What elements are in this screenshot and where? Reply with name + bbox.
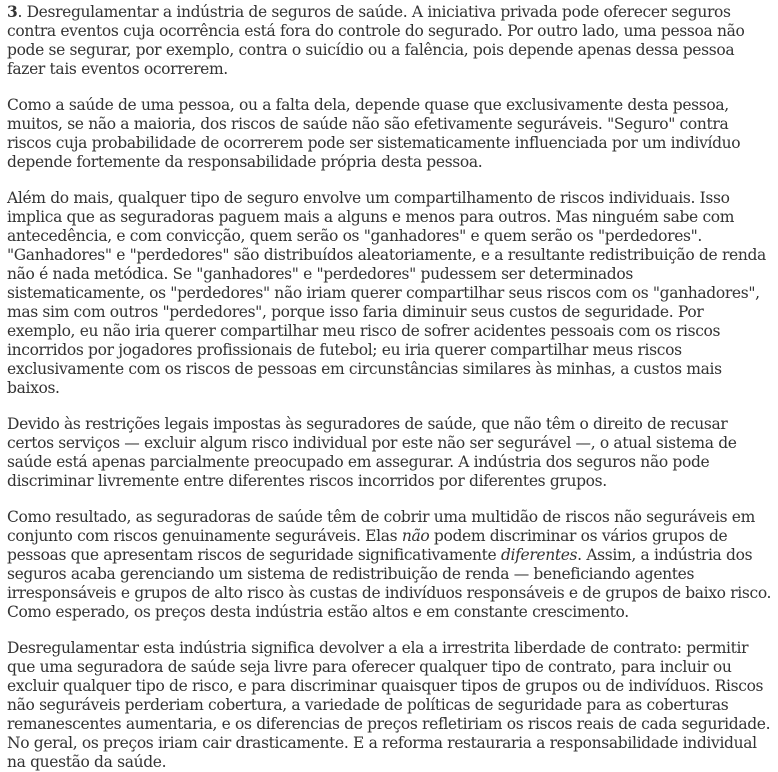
paragraph-5-text-a: Como resultado, as seguradoras de saúde têm de cobrir uma multidão de riscos não seguráveis em conjunto com riscos genuinamente seguráveis. Elas [7,508,755,545]
paragraph-5-text-b: podem discriminar os vários grupos de pessoas que apresentam riscos de seguridade significativamente [7,527,728,564]
emphasis-diferentes: diferentes [500,546,578,564]
paragraph-4: Devido às restrições legais impostas às seguradores de saúde, que não têm o direito de recusar certos serviços — excluir algum risco individual por este não ser segurável —, o atual sistema de saúde está apenas parcialmente preocupado em assegurar. A indústria dos seguros não pode discriminar livremente entre diferentes riscos incorridos por diferentes grupos. [7,415,737,490]
paragraph-2: Como a saúde de uma pessoa, ou a falta dela, depende quase que exclusivamente desta pessoa, muitos, se não a maioria, dos riscos de saúde não são efetivamente seguráveis. "Seguro" contra riscos cuja probabilidade de ocorrerem pode ser sistematicamente influenciada por um indivíduo depende fortemente da responsabilidade própria desta pessoa. [7,96,741,171]
paragraph-6: Desregulamentar esta indústria significa devolver a ela a irrestrita liberdade de contrato: permitir que uma seguradora de saúde seja livre para oferecer qualquer tipo de contrato, para incluir ou excluir qualquer tipo de risco, e para discriminar quaisquer tipos de grupos ou de indivíduos. Riscos não seguráveis perderiam cobertura, a variedade de políticas de seguridade para as coberturas remanescentes aumentaria, e os diferencias de preços refletiriam os riscos reais de cada seguridade. No geral, os preços iriam cair drasticamente. E a reforma restauraria a responsabilidade individual na questão da saúde. [7,639,771,771]
paragraph-3: Além do mais, qualquer tipo de seguro envolve um compartilhamento de riscos individuais. Isso implica que as seguradoras paguem mais a alguns e menos para outros. Mas ninguém sabe com antecedência, e com convicção, quem serão os "ganhadores" e quem serão os "perdedores". "Ganhadores" e "perdedores" são distribuídos aleatoriamente, e a resultante redistribuição de renda não é nada metódica. Se "ganhadores" e "perdedores" pudessem ser determinados sistematicamente, os "perdedores" não iriam querer compartilhar seus riscos com os "ganhadores", mas sim com outros "perdedores", porque isso faria diminuir seus custos de seguridade. Por exemplo, eu não iria querer compartilhar meu risco de sofrer acidentes pessoais com os riscos incorridos por jogadores profissionais de futebol; eu iria querer compartilhar meus riscos exclusivamente com os riscos de pessoas em circunstâncias similares às minhas, a custos mais baixos. [7,189,766,397]
emphasis-nao: não [401,527,430,545]
paragraph-5 [7,508,772,622]
paragraph-5-text-c: . Assim, a indústria dos seguros acaba gerenciando um sistema de redistribuição de renda — beneficiando agentes irresponsáveis e grupos de alto risco às custas de indivíduos responsáveis e de grupos de baixo risco. Como esperado, os preços desta indústria estão altos e em constante crescimento. [7,546,772,621]
list-number: 3 [7,2,18,21]
paragraph-1-text: . Desregulamentar a indústria de seguros de saúde. A iniciativa privada pode oferecer seguros contra eventos cuja ocorrência está fora do controle do segurado. Por outro lado, uma pessoa não pode se segurar, por exemplo, contra o suicídio ou a falência, pois depende apenas dessa pessoa fazer tais eventos ocorrerem. [7,3,745,78]
paragraph-1 [7,2,772,79]
